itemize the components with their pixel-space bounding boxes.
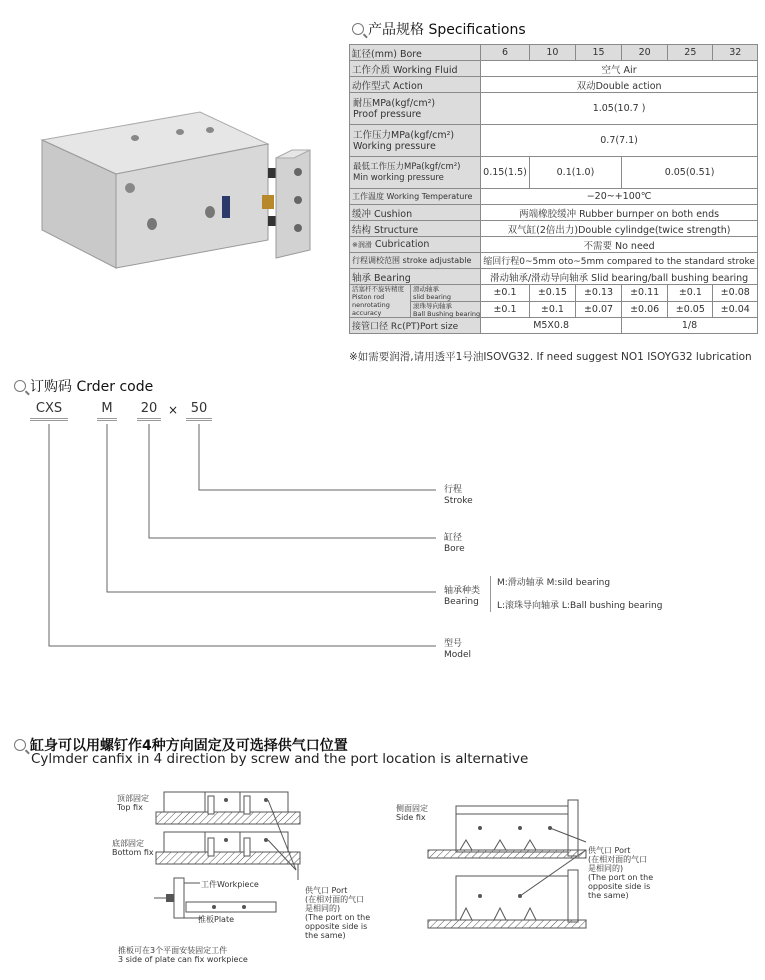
table-row: ※润滑 Cubrication 不需要 No need xyxy=(350,237,758,253)
bearing-option-m: M:滑动轴承 M:sild bearing xyxy=(497,578,611,588)
top-fix-label: 顶部固定 Top fix xyxy=(117,794,149,812)
order-code-title: 订购码 Crder code xyxy=(14,376,153,396)
side-fix-label: 侧面固定 Side fix xyxy=(396,804,428,822)
specifications-title: 产品规格 Specifications xyxy=(352,19,526,39)
code-model: CXS xyxy=(30,401,68,421)
table-row: 工作温度 Working Temperature −20~+100℃ xyxy=(350,189,758,205)
mounting-title: 缸身可以用螺钉作4种方向固定及可选择供气口位置 xyxy=(14,735,348,755)
top-bottom-fix-drawing xyxy=(150,788,310,948)
bearing-option-l: L:滚珠导向轴承 L:Ball bushing bearing xyxy=(497,601,663,611)
order-code-leaders xyxy=(0,420,450,660)
code-times: × xyxy=(168,403,179,417)
table-row: 耐压MPa(kgf/cm²) Proof pressure 1.05(10.7 ) xyxy=(350,93,758,125)
table-row: 动作型式 Action 双动Double action xyxy=(350,77,758,93)
magnifier-icon xyxy=(14,739,26,751)
plate-label: 推板Plate xyxy=(198,915,235,924)
table-row: 接管口径 Rc(PT)Port size M5X0.8 1/8 xyxy=(350,318,758,334)
table-row: 工作压力MPa(kgf/cm²) Working pressure 0.7(7.1) xyxy=(350,125,758,157)
table-row: 结构 Structure 双气缸(2倍出力)Double cylindge(twice strength) xyxy=(350,221,758,237)
magnifier-icon xyxy=(352,23,364,35)
label-bore: 缸径 Bore xyxy=(444,533,465,554)
table-row: 最低工作压力MPa(kgf/cm²) Min working pressure 0.15(1.5) 0.1(1.0) 0.05(0.51) xyxy=(350,157,758,189)
table-row: 轴承 Bearing 滑动轴承/滑动导向轴承 Slid bearing/ball bushing bearing xyxy=(350,269,758,285)
code-bearing: M xyxy=(97,401,117,421)
code-bore: 20 xyxy=(137,401,161,421)
code-stroke: 50 xyxy=(186,401,212,421)
product-image xyxy=(30,100,320,280)
port-label-1: 供气口 Port (在相对面的气口 是相同的) (The port on the opposite side is the same) xyxy=(305,886,371,940)
table-row: 缸径(mm) Bore 6 10 15 20 25 32 xyxy=(350,45,758,61)
bearing-divider xyxy=(490,576,491,612)
workpiece-label: 工件Workpiece xyxy=(201,880,259,889)
port-label-2: 供气口 Port (在相对面的气口 是相同的) (The port on the opposite side is the same) xyxy=(588,846,654,900)
table-row: 工作介质 Working Fluid 空气 Air xyxy=(350,61,758,77)
plate-note: 推板可在3个平面安装固定工件 3 side of plate can fix workpiece xyxy=(118,946,248,964)
table-row: 行程调校范围 stroke adjustable 缩回行程0~5mm oto~5mm compared to the standard stroke xyxy=(350,253,758,269)
label-bearing: 轴承种类 Bearing xyxy=(444,586,481,607)
label-stroke: 行程 Stroke xyxy=(444,485,473,506)
bottom-fix-label: 底部固定 Bottom fix xyxy=(112,839,154,857)
table-row: ±0.1 ±0.1 ±0.07 ±0.06 ±0.05 ±0.04 xyxy=(350,301,758,318)
lubrication-note: ※如需要润滑,请用透平1号油ISOVG32. If need suggest NO1 ISOYG32 lubrication xyxy=(349,351,752,363)
table-row: 缓冲 Cushion 两端橡胶缓冲 Rubber burnper on both ends xyxy=(350,205,758,221)
table-row: 活塞杆不旋转精度 Piston rod nenrotating accuracy 滑动轴承 slid bearing 滚珠导向轴承 Ball Bushing bearing ±0.1 ±0.15 ±0.13 ±0.11 ±0.1 ±0.08 xyxy=(350,285,758,302)
specifications-table xyxy=(349,44,758,334)
magnifier-icon xyxy=(14,380,26,392)
side-fix-drawing xyxy=(420,796,590,936)
mounting-subtitle: Cylmder canfix in 4 direction by screw and the port location is alternative xyxy=(31,751,529,767)
label-model: 型号 Model xyxy=(444,639,472,660)
